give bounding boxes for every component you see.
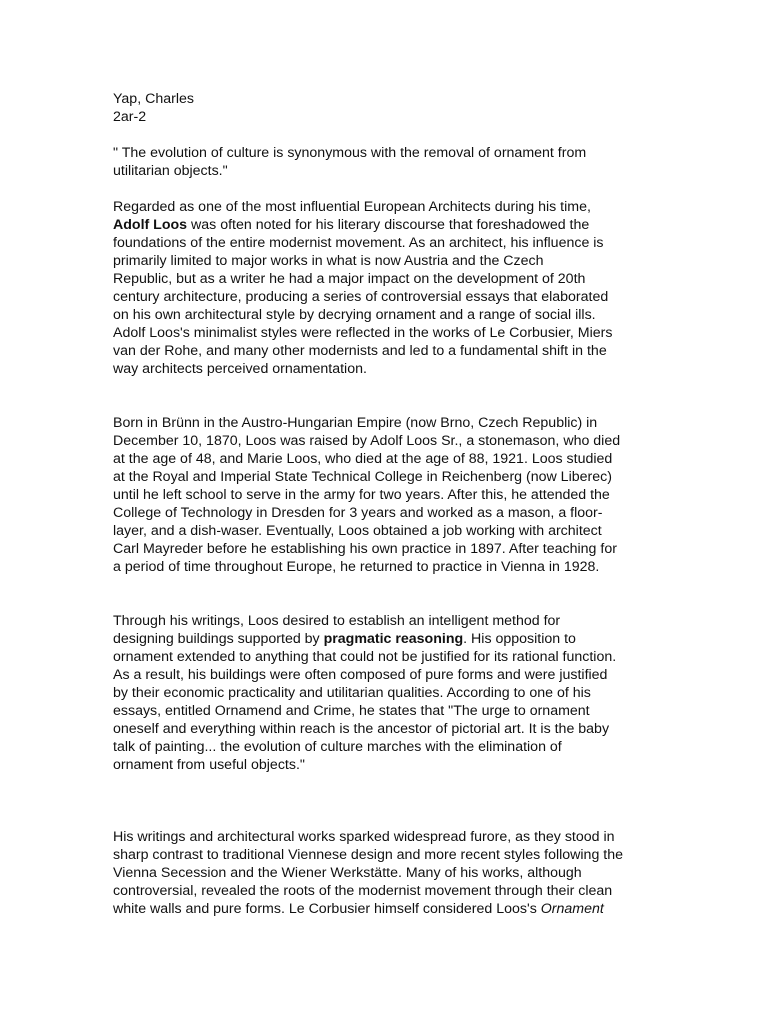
text-line: ornament from useful objects." bbox=[113, 757, 305, 773]
bold-term: pragmatic reasoning bbox=[323, 631, 464, 647]
text-line: Adolf Loos's minimalist styles were reflected in the works of Le Corbusier, Miers bbox=[113, 325, 613, 341]
text-line bbox=[113, 900, 658, 918]
text-line: Through his writings, Loos desired to establish an intelligent method for bbox=[113, 613, 561, 629]
text-span: white walls and pure forms. Le Corbusier himself considered Loos's bbox=[113, 901, 541, 917]
italic-title: Ornament bbox=[540, 901, 604, 917]
quote-line: " The evolution of culture is synonymous with the removal of ornament from bbox=[113, 145, 587, 161]
text-line: Born in Brünn in the Austro-Hungarian Empire (now Brno, Czech Republic) in bbox=[113, 415, 598, 431]
author-name: Yap, Charles bbox=[113, 91, 194, 107]
paragraph-4 bbox=[113, 828, 658, 918]
text-line: foundations of the entire modernist movement. As an architect, his influence is bbox=[113, 235, 604, 251]
text-line: van der Rohe, and many other modernists and led to a fundamental shift in the bbox=[113, 343, 607, 359]
text-line: controversial, revealed the roots of the modernist movement through their clean bbox=[113, 883, 613, 899]
quote-line: utilitarian objects." bbox=[113, 163, 228, 179]
text-line bbox=[113, 630, 658, 648]
text-line: by their economic practicality and utilitarian qualities. According to one of his bbox=[113, 685, 591, 701]
text-span: designing buildings supported by bbox=[113, 631, 324, 647]
text-line: December 10, 1870, Loos was raised by Adolf Loos Sr., a stonemason, who died bbox=[113, 433, 621, 449]
text-line: ornament extended to anything that could not be justified for its rational function. bbox=[113, 649, 617, 665]
text-span: . His opposition to bbox=[463, 631, 576, 647]
paragraph-3 bbox=[113, 612, 658, 774]
bold-name: Adolf Loos bbox=[113, 217, 188, 233]
text-line: oneself and everything within reach is the ancestor of pictorial art. It is the baby bbox=[113, 721, 610, 737]
text-line: until he left school to serve in the army for two years. After this, he attended the bbox=[113, 487, 610, 503]
author-section: 2ar-2 bbox=[113, 109, 147, 125]
text-line: essays, entitled Ornamend and Crime, he states that "The urge to ornament bbox=[113, 703, 590, 719]
text-line: at the age of 48, and Marie Loos, who died at the age of 88, 1921. Loos studied bbox=[113, 451, 613, 467]
document-page bbox=[113, 90, 658, 918]
text-line: primarily limited to major works in what is now Austria and the Czech bbox=[113, 253, 544, 269]
text-line: talk of painting... the evolution of culture marches with the elimination of bbox=[113, 739, 562, 755]
text-line: Republic, but as a writer he had a major impact on the development of 20th bbox=[113, 271, 586, 287]
paragraph-1 bbox=[113, 198, 658, 378]
text-line: layer, and a dish-waser. Eventually, Loos obtained a job working with architect bbox=[113, 523, 602, 539]
text-line: Carl Mayreder before he establishing his own practice in 1897. After teaching for bbox=[113, 541, 617, 557]
text-line: on his own architectural style by decrying ornament and a range of social ills. bbox=[113, 307, 596, 323]
text-line: As a result, his buildings were often composed of pure forms and were justified bbox=[113, 667, 608, 683]
text-line: at the Royal and Imperial State Technical College in Reichenberg (now Liberec) bbox=[113, 469, 612, 485]
paragraph-2 bbox=[113, 414, 658, 576]
text-line: His writings and architectural works sparked widespread furore, as they stood in bbox=[113, 829, 615, 845]
epigraph-quote bbox=[113, 144, 658, 180]
text-line: century architecture, producing a series of controversial essays that elaborated bbox=[113, 289, 609, 305]
text-span: was often noted for his literary discourse that foreshadowed the bbox=[187, 217, 590, 233]
text-line: sharp contrast to traditional Viennese design and more recent styles following the bbox=[113, 847, 623, 863]
text-line: Regarded as one of the most influential European Architects during his time, bbox=[113, 199, 591, 215]
text-line bbox=[113, 216, 658, 234]
text-line: College of Technology in Dresden for 3 years and worked as a mason, a floor- bbox=[113, 505, 603, 521]
text-line: Vienna Secession and the Wiener Werkstätte. Many of his works, although bbox=[113, 865, 582, 881]
text-line: way architects perceived ornamentation. bbox=[113, 361, 367, 377]
text-line: a period of time throughout Europe, he returned to practice in Vienna in 1928. bbox=[113, 559, 600, 575]
